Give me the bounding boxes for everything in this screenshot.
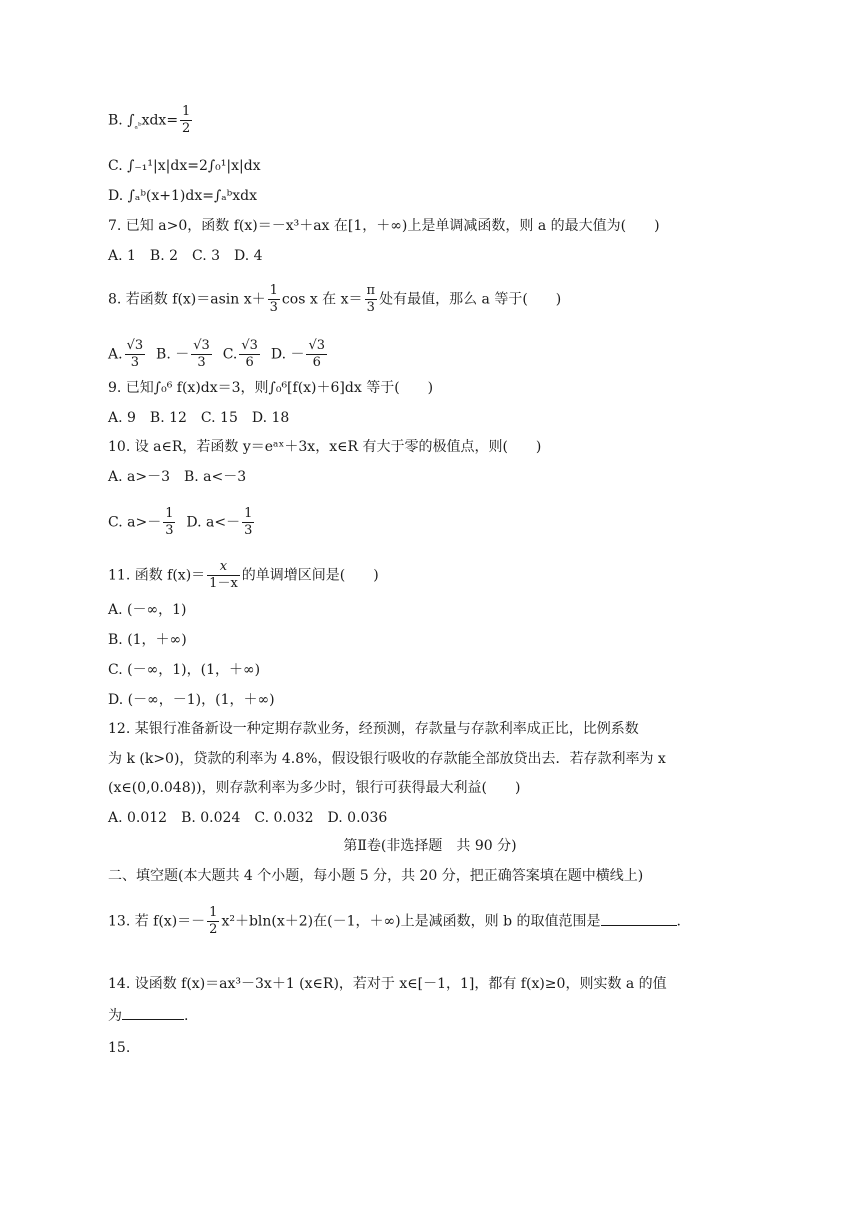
frac-den: 3 xyxy=(366,300,375,315)
q12-line-3: (x∈(0,0.048))，则存款利率为多少时，银行可获得最大利益( ) xyxy=(108,780,521,796)
fraction-sqrt3-over-3 xyxy=(125,338,146,371)
part-2-heading: 二、填空题(本大题共 4 个小题，每小题 5 分，共 20 分，把正确答案填在题中横线上) xyxy=(108,868,644,884)
q11-option-c: C. (－∞，1)，(1，＋∞) xyxy=(108,662,261,678)
q8-option-b-label: B. － xyxy=(156,346,190,363)
fraction-sqrt3-over-6 xyxy=(239,338,260,371)
fraction-one-third xyxy=(268,283,280,316)
frac-den: 6 xyxy=(245,355,254,370)
q10-options-cd xyxy=(108,506,256,539)
q11-text-b: 的单调增区间是( ) xyxy=(241,567,379,584)
q14-line-2 xyxy=(108,1006,188,1026)
frac-den: 6 xyxy=(312,355,321,370)
q12-options: A. 0.012 B. 0.024 C. 0.032 D. 0.036 xyxy=(108,810,388,826)
q14-period: . xyxy=(184,1008,189,1024)
q12-line-1: 12. 某银行准备新设一种定期存款业务，经预测，存款量与存款利率成正比，比例系数 xyxy=(108,721,639,737)
frac-num: √3 xyxy=(126,338,144,353)
q11-option-a: A. (－∞，1) xyxy=(108,602,187,618)
frac-num: 1 xyxy=(269,283,278,298)
fraction-one-third xyxy=(242,506,254,539)
q11-stem xyxy=(108,559,379,592)
frac-num: 1 xyxy=(209,905,218,920)
q6b-text: xdx= xyxy=(141,112,179,129)
frac-num: √3 xyxy=(308,338,326,353)
q6-option-d: D. ∫ₐᵇ(x+1)dx=∫ₐᵇxdx xyxy=(108,188,258,204)
answer-blank[interactable] xyxy=(122,1007,184,1020)
q10-stem: 10. 设 a∈R，若函数 y＝eᵃˣ＋3x，x∈R 有大于零的极值点，则( ) xyxy=(108,439,542,455)
q10-option-d-label: D. a<－ xyxy=(186,514,241,531)
frac-num: 1 xyxy=(165,506,174,521)
fraction-x-over-1-minus-x xyxy=(207,559,240,592)
integral-sign: B. ∫ xyxy=(108,112,135,129)
frac-den: 2 xyxy=(209,922,218,937)
q8-options xyxy=(108,338,329,371)
fraction-one-half xyxy=(180,104,192,137)
q8-text-a: 8. 若函数 f(x)＝asin x＋ xyxy=(108,291,266,308)
q7-stem: 7. 已知 a>0，函数 f(x)＝－x³＋ax 在[1，＋∞)上是单调减函数，则 a 的最大值为( ) xyxy=(108,218,660,234)
q13-text-b: x²＋bln(x＋2)在(－1，＋∞)上是减函数，则 b 的取值范围是 xyxy=(221,913,601,930)
frac-num: √3 xyxy=(193,338,210,353)
frac-num: √3 xyxy=(241,338,258,353)
frac-den: 3 xyxy=(197,355,206,370)
fraction-pi-third xyxy=(365,283,378,316)
q13-text-a: 13. 若 f(x)＝－ xyxy=(108,913,206,930)
q14-text: 为 xyxy=(108,1008,122,1024)
q8-option-d-label: D. － xyxy=(270,346,305,363)
q10-options-ab: A. a>－3 B. a<－3 xyxy=(108,469,247,485)
integral-limits: ₐᵇ xyxy=(134,121,142,132)
frac-den: 3 xyxy=(269,300,278,315)
frac-num: 1 xyxy=(244,506,253,521)
frac-num: π xyxy=(366,283,376,298)
frac-den: 2 xyxy=(182,121,191,136)
q9-stem: 9. 已知∫₀⁶ f(x)dx＝3，则∫₀⁶[f(x)＋6]dx 等于( ) xyxy=(108,380,434,396)
q8-option-a-label: A. xyxy=(108,346,123,363)
q12-line-2: 为 k (k>0)，贷款的利率为 4.8%，假设银行吸收的存款能全部放贷出去．若存款利率为 x xyxy=(108,751,666,767)
q7-options: A. 1 B. 2 C. 3 D. 4 xyxy=(108,248,263,264)
q13-stem xyxy=(108,905,681,938)
frac-den: 3 xyxy=(244,523,253,538)
q6-option-c: C. ∫₋₁¹|x|dx=2∫₀¹|x|dx xyxy=(108,158,261,174)
q10-option-c-label: C. a>－ xyxy=(108,514,162,531)
frac-den: 3 xyxy=(165,523,174,538)
q13-period: . xyxy=(676,913,681,930)
q8-stem xyxy=(108,283,561,316)
fraction-sqrt3-over-3 xyxy=(191,338,212,371)
frac-den: 1－x xyxy=(209,576,238,591)
fraction-one-half xyxy=(207,905,219,938)
q11-option-d: D. (－∞，－1)，(1，＋∞) xyxy=(108,692,275,708)
q8-text-b: cos x 在 x＝ xyxy=(281,291,363,308)
q11-text-a: 11. 函数 f(x)＝ xyxy=(108,567,206,584)
q11-option-b: B. (1，＋∞) xyxy=(108,632,187,648)
frac-num: x xyxy=(207,559,240,576)
q6-option-b xyxy=(108,104,194,137)
answer-blank[interactable] xyxy=(601,913,677,926)
section-2-title: 第Ⅱ卷(非选择题 共 90 分) xyxy=(343,838,517,854)
fraction-sqrt3-over-6 xyxy=(306,338,327,371)
frac-den: 3 xyxy=(130,355,139,370)
q8-text-c: 处有最值，那么 a 等于( ) xyxy=(379,291,562,308)
q9-options: A. 9 B. 12 C. 15 D. 18 xyxy=(108,410,290,426)
q8-option-c-label: C. xyxy=(222,346,238,363)
fraction-one-third xyxy=(163,506,175,539)
q14-line-1: 14. 设函数 f(x)＝ax³－3x＋1 (x∈R)，若对于 x∈[－1，1]，都有 f(x)≥0，则实数 a 的值 xyxy=(108,976,667,992)
frac-num: 1 xyxy=(182,104,191,119)
q15-number: 15. xyxy=(108,1040,131,1056)
